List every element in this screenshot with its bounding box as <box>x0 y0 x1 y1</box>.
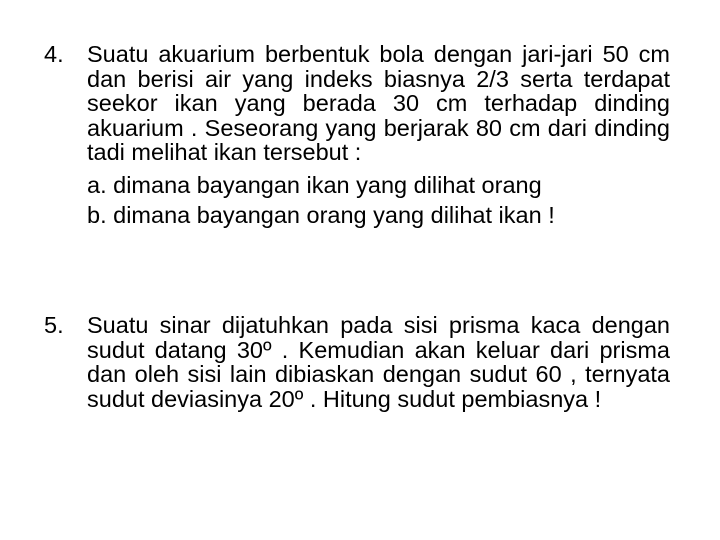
problem-body <box>87 313 670 411</box>
sub-question-a: a. dimana bayangan ikan yang dilihat orang <box>87 171 542 198</box>
problem-text: Suatu sinar dijatuhkan pada sisi prisma kaca dengan sudut datang 30º . Kemudian akan keluar dari prisma dan oleh sisi lain dibiaskan dengan sudut 60 , ternyata sudut deviasinya 20º . Hitung sudut pembiasnya ! <box>87 312 670 412</box>
problem-number: 5. <box>44 312 64 338</box>
sub-question-b: b. dimana bayangan orang yang dilihat ikan ! <box>87 201 555 228</box>
sub-question-list <box>87 170 670 230</box>
problem-text: Suatu akuarium berbentuk bola dengan jari-jari 50 cm dan berisi air yang indeks biasnya 2/3 serta terdapat seekor ikan yang berada 30 cm terhadap dinding akuarium . Seseorang yang berjarak 80 cm dari dinding tadi melihat ikan tersebut : <box>87 41 670 166</box>
problem-number: 4. <box>44 41 64 67</box>
problem-body <box>87 42 670 230</box>
problem-5 <box>44 313 680 411</box>
problem-4 <box>44 42 680 230</box>
